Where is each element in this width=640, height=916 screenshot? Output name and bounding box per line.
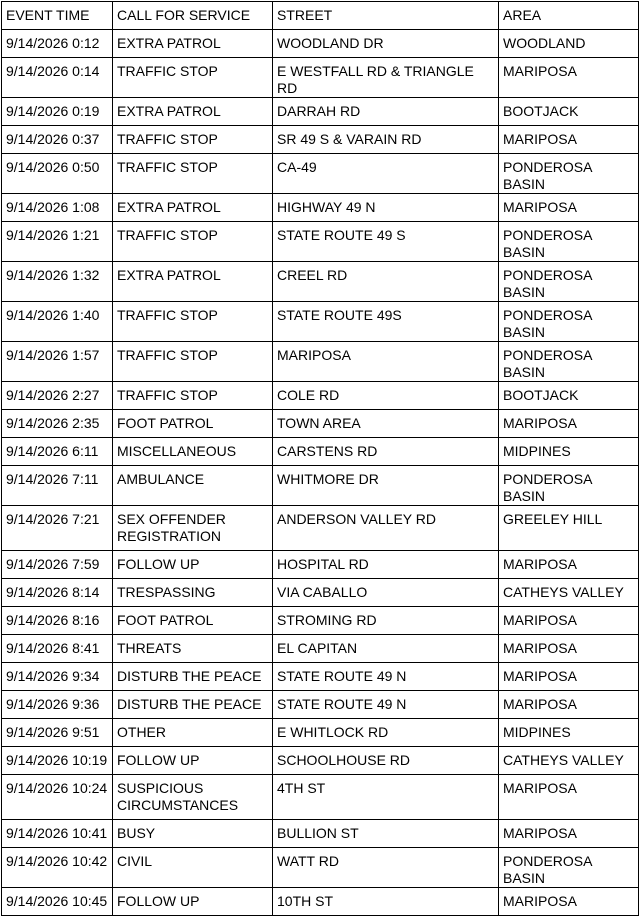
street-cell: TOWN AREA xyxy=(273,410,499,438)
table-row xyxy=(2,58,639,98)
area-cell: MARIPOSA xyxy=(499,607,639,635)
street-cell: SR 49 S & VARAIN RD xyxy=(273,126,499,154)
event-time-cell: 9/14/2026 10:41 xyxy=(2,820,113,848)
table-row xyxy=(2,888,639,916)
area-cell: CATHEYS VALLEY xyxy=(499,579,639,607)
area-cell: MARIPOSA xyxy=(499,635,639,663)
event-time-cell: 9/14/2026 7:21 xyxy=(2,506,113,551)
call-for-service-cell: FOLLOW UP xyxy=(113,551,273,579)
call-for-service-cell: TRAFFIC STOP xyxy=(113,302,273,342)
call-for-service-cell: TRAFFIC STOP xyxy=(113,126,273,154)
table-row xyxy=(2,506,639,551)
area-cell: MARIPOSA xyxy=(499,691,639,719)
street-cell: 10TH ST xyxy=(273,888,499,916)
table-row xyxy=(2,302,639,342)
event-time-cell: 9/14/2026 9:36 xyxy=(2,691,113,719)
street-cell: VIA CABALLO xyxy=(273,579,499,607)
area-cell: PONDEROSA BASIN xyxy=(499,342,639,382)
call-for-service-cell: TRAFFIC STOP xyxy=(113,58,273,98)
call-for-service-cell: EXTRA PATROL xyxy=(113,194,273,222)
event-time-cell: 9/14/2026 0:50 xyxy=(2,154,113,194)
table-row xyxy=(2,663,639,691)
event-time-cell: 9/14/2026 8:14 xyxy=(2,579,113,607)
area-cell: PONDEROSA BASIN xyxy=(499,154,639,194)
call-log-table xyxy=(1,1,639,916)
street-cell: CARSTENS RD xyxy=(273,438,499,466)
event-time-cell: 9/14/2026 1:08 xyxy=(2,194,113,222)
event-time-cell: 9/14/2026 7:11 xyxy=(2,466,113,506)
table-row xyxy=(2,635,639,663)
street-cell: SCHOOLHOUSE RD xyxy=(273,747,499,775)
area-cell: PONDEROSA BASIN xyxy=(499,262,639,302)
street-cell: CREEL RD xyxy=(273,262,499,302)
table-row xyxy=(2,194,639,222)
table-row xyxy=(2,747,639,775)
area-cell: MIDPINES xyxy=(499,438,639,466)
call-for-service-cell: TRAFFIC STOP xyxy=(113,342,273,382)
area-cell: MARIPOSA xyxy=(499,820,639,848)
event-time-cell: 9/14/2026 10:19 xyxy=(2,747,113,775)
call-log-body xyxy=(2,30,639,916)
table-row xyxy=(2,820,639,848)
header-street: STREET xyxy=(273,2,499,30)
area-cell: PONDEROSA BASIN xyxy=(499,848,639,888)
street-cell: STATE ROUTE 49 N xyxy=(273,691,499,719)
header-row xyxy=(2,2,639,30)
street-cell: STROMING RD xyxy=(273,607,499,635)
table-row xyxy=(2,719,639,747)
event-time-cell: 9/14/2026 0:12 xyxy=(2,30,113,58)
area-cell: MARIPOSA xyxy=(499,888,639,916)
event-time-cell: 9/14/2026 7:59 xyxy=(2,551,113,579)
street-cell: EL CAPITAN xyxy=(273,635,499,663)
street-cell: STATE ROUTE 49 S xyxy=(273,222,499,262)
event-time-cell: 9/14/2026 0:37 xyxy=(2,126,113,154)
call-for-service-cell: EXTRA PATROL xyxy=(113,30,273,58)
call-for-service-cell: SEX OFFENDER REGISTRATION xyxy=(113,506,273,551)
event-time-cell: 9/14/2026 8:16 xyxy=(2,607,113,635)
call-for-service-cell: TRAFFIC STOP xyxy=(113,382,273,410)
event-time-cell: 9/14/2026 1:40 xyxy=(2,302,113,342)
call-for-service-cell: DISTURB THE PEACE xyxy=(113,663,273,691)
header-area: AREA xyxy=(499,2,639,30)
event-time-cell: 9/14/2026 1:21 xyxy=(2,222,113,262)
area-cell: MARIPOSA xyxy=(499,194,639,222)
street-cell: E WESTFALL RD & TRIANGLE RD xyxy=(273,58,499,98)
event-time-cell: 9/14/2026 2:27 xyxy=(2,382,113,410)
table-row xyxy=(2,466,639,506)
area-cell: MARIPOSA xyxy=(499,410,639,438)
header-event-time: EVENT TIME xyxy=(2,2,113,30)
street-cell: E WHITLOCK RD xyxy=(273,719,499,747)
area-cell: MIDPINES xyxy=(499,719,639,747)
event-time-cell: 9/14/2026 0:14 xyxy=(2,58,113,98)
area-cell: MARIPOSA xyxy=(499,663,639,691)
street-cell: STATE ROUTE 49 N xyxy=(273,663,499,691)
street-cell: BULLION ST xyxy=(273,820,499,848)
area-cell: MARIPOSA xyxy=(499,551,639,579)
area-cell: WOODLAND xyxy=(499,30,639,58)
street-cell: HOSPITAL RD xyxy=(273,551,499,579)
street-cell: STATE ROUTE 49S xyxy=(273,302,499,342)
call-for-service-cell: MISCELLANEOUS xyxy=(113,438,273,466)
table-row xyxy=(2,126,639,154)
event-time-cell: 9/14/2026 6:11 xyxy=(2,438,113,466)
table-row xyxy=(2,410,639,438)
call-for-service-cell: SUSPICIOUS CIRCUMSTANCES xyxy=(113,775,273,820)
table-row xyxy=(2,262,639,302)
event-time-cell: 9/14/2026 10:45 xyxy=(2,888,113,916)
event-time-cell: 9/14/2026 8:41 xyxy=(2,635,113,663)
area-cell: MARIPOSA xyxy=(499,58,639,98)
event-time-cell: 9/14/2026 10:42 xyxy=(2,848,113,888)
event-time-cell: 9/14/2026 0:19 xyxy=(2,98,113,126)
table-row xyxy=(2,342,639,382)
area-cell: PONDEROSA BASIN xyxy=(499,222,639,262)
street-cell: WATT RD xyxy=(273,848,499,888)
area-cell: MARIPOSA xyxy=(499,126,639,154)
table-row xyxy=(2,222,639,262)
call-for-service-cell: CIVIL xyxy=(113,848,273,888)
street-cell: WHITMORE DR xyxy=(273,466,499,506)
call-for-service-cell: FOOT PATROL xyxy=(113,607,273,635)
area-cell: CATHEYS VALLEY xyxy=(499,747,639,775)
event-time-cell: 9/14/2026 9:34 xyxy=(2,663,113,691)
area-cell: GREELEY HILL xyxy=(499,506,639,551)
call-for-service-cell: FOOT PATROL xyxy=(113,410,273,438)
area-cell: BOOTJACK xyxy=(499,382,639,410)
area-cell: MARIPOSA xyxy=(499,775,639,820)
table-row xyxy=(2,154,639,194)
area-cell: BOOTJACK xyxy=(499,98,639,126)
street-cell: 4TH ST xyxy=(273,775,499,820)
table-row xyxy=(2,30,639,58)
street-cell: COLE RD xyxy=(273,382,499,410)
event-time-cell: 9/14/2026 9:51 xyxy=(2,719,113,747)
call-for-service-cell: FOLLOW UP xyxy=(113,888,273,916)
call-for-service-cell: EXTRA PATROL xyxy=(113,262,273,302)
event-time-cell: 9/14/2026 1:57 xyxy=(2,342,113,382)
street-cell: HIGHWAY 49 N xyxy=(273,194,499,222)
table-row xyxy=(2,848,639,888)
call-for-service-cell: DISTURB THE PEACE xyxy=(113,691,273,719)
street-cell: WOODLAND DR xyxy=(273,30,499,58)
call-for-service-cell: EXTRA PATROL xyxy=(113,98,273,126)
table-row xyxy=(2,382,639,410)
event-time-cell: 9/14/2026 2:35 xyxy=(2,410,113,438)
call-for-service-cell: BUSY xyxy=(113,820,273,848)
table-row xyxy=(2,551,639,579)
call-for-service-cell: TRAFFIC STOP xyxy=(113,222,273,262)
area-cell: PONDEROSA BASIN xyxy=(499,466,639,506)
table-row xyxy=(2,691,639,719)
call-for-service-cell: TRESPASSING xyxy=(113,579,273,607)
table-row xyxy=(2,438,639,466)
street-cell: MARIPOSA xyxy=(273,342,499,382)
call-for-service-cell: AMBULANCE xyxy=(113,466,273,506)
call-for-service-cell: FOLLOW UP xyxy=(113,747,273,775)
table-row xyxy=(2,98,639,126)
area-cell: PONDEROSA BASIN xyxy=(499,302,639,342)
event-time-cell: 9/14/2026 10:24 xyxy=(2,775,113,820)
call-for-service-cell: TRAFFIC STOP xyxy=(113,154,273,194)
event-time-cell: 9/14/2026 1:32 xyxy=(2,262,113,302)
table-row xyxy=(2,579,639,607)
table-row xyxy=(2,607,639,635)
call-for-service-cell: OTHER xyxy=(113,719,273,747)
street-cell: DARRAH RD xyxy=(273,98,499,126)
street-cell: CA-49 xyxy=(273,154,499,194)
header-call-for-service: CALL FOR SERVICE xyxy=(113,2,273,30)
call-for-service-cell: THREATS xyxy=(113,635,273,663)
table-row xyxy=(2,775,639,820)
street-cell: ANDERSON VALLEY RD xyxy=(273,506,499,551)
